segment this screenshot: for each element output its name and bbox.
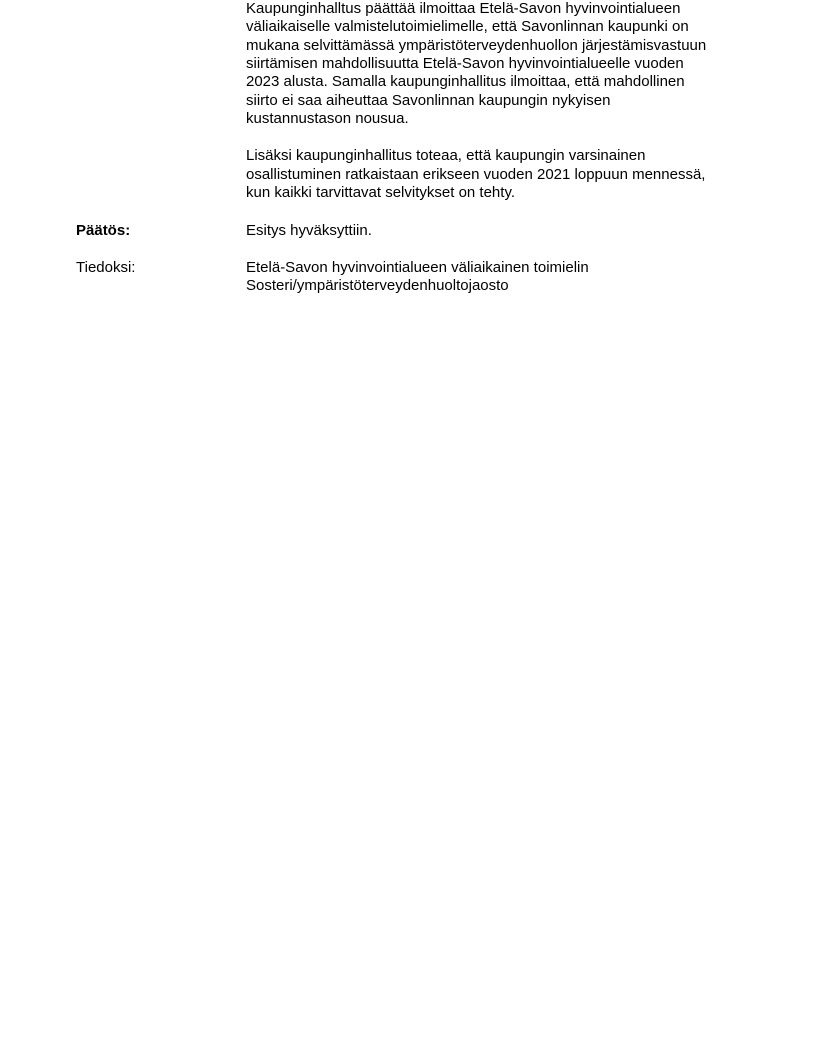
notice-label: Tiedoksi: [76,259,136,276]
paragraph-line: väliaikaiselle valmistelutoimielimelle, että Savonlinnan kaupunki on [246,18,689,35]
paragraph-line: siirtämisen mahdollisuutta Etelä-Savon hyvinvointialueelle vuoden [246,55,684,72]
paragraph-line: siirto ei saa aiheuttaa Savonlinnan kaupungin nykyisen [246,91,611,109]
decision-label: Päätös: [76,222,131,239]
paragraph-line: Lisäksi kaupunginhallitus toteaa, että kaupungin varsinainen [246,147,646,164]
decision-text: Esitys hyväksyttiin. [246,222,372,239]
notice-recipient: Etelä-Savon hyvinvointialueen väliaikainen toimielin [246,259,589,276]
paragraph-line: Kaupunginhalltus päättää ilmoittaa Etelä-Savon hyvinvointialueen [246,0,681,17]
paragraph-line: kun kaikki tarvittavat selvitykset on tehty. [246,184,515,201]
paragraph-line: osallistuminen ratkaistaan erikseen vuoden 2021 loppuun mennessä, [246,165,706,183]
paragraph-line: 2023 alusta. Samalla kaupunginhallitus ilmoittaa, että mahdollinen [246,73,685,90]
paragraph-line: mukana selvittämässä ympäristöterveydenhuollon järjestämisvastuun [246,36,707,54]
notice-recipient: Sosteri/ympäristöterveydenhuoltojaosto [246,277,509,294]
paragraph-line: kustannustason nousua. [246,110,409,127]
